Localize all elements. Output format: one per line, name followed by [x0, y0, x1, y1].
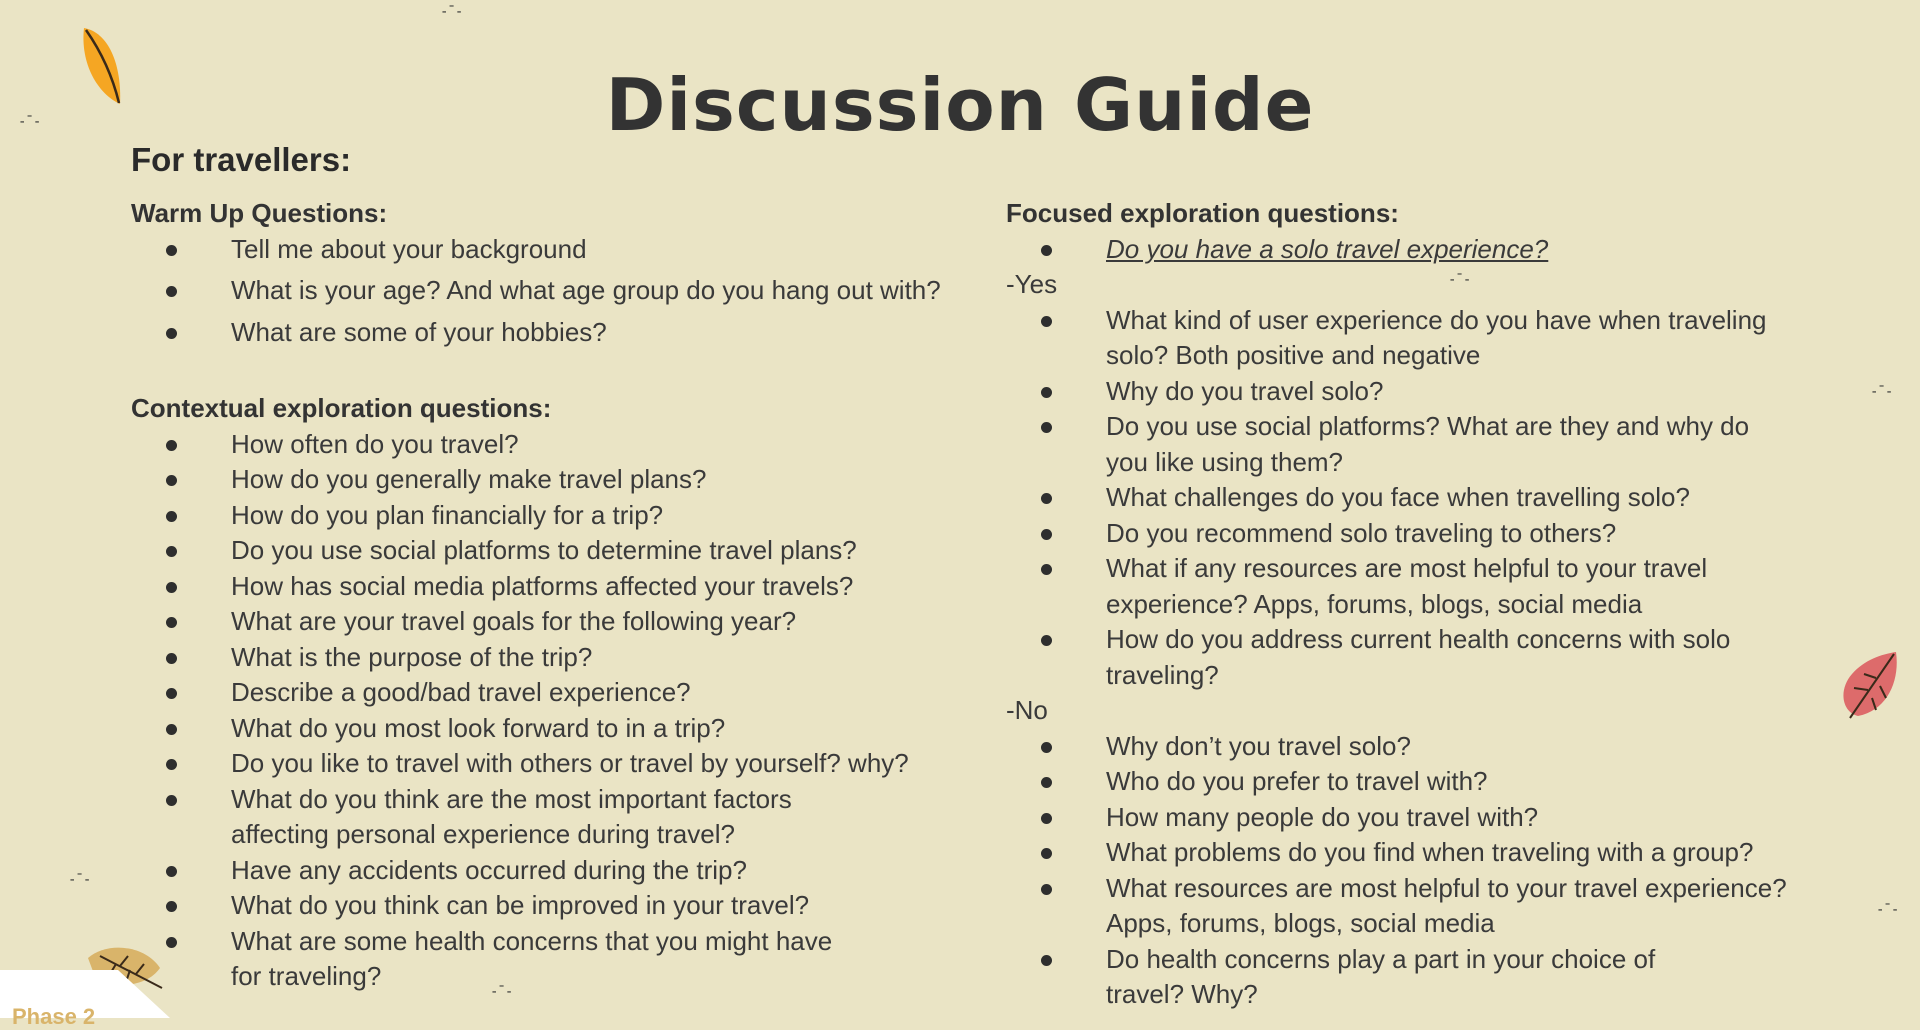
bullet-icon	[166, 582, 177, 593]
bullet-icon	[1041, 955, 1052, 966]
bullet-icon	[166, 901, 177, 912]
page-subtitle: For travellers:	[131, 141, 352, 178]
list-item: What is the purpose of the trip?	[131, 640, 951, 676]
bullet-icon	[166, 245, 177, 256]
decor-dash: -ˉ-	[1876, 902, 1899, 918]
bullet-icon	[1041, 493, 1052, 504]
decor-dash: -ˉ-	[1448, 272, 1471, 288]
bullet-icon	[166, 617, 177, 628]
bullet-icon	[1041, 422, 1052, 433]
bullet-icon	[1041, 742, 1052, 753]
decor-dash: -ˉ-	[18, 114, 41, 130]
list-item: What if any resources are most helpful to your travel experience? Apps, forums, blogs, social media	[1006, 551, 1796, 622]
bullet-icon	[166, 795, 177, 806]
list-item: Have any accidents occurred during the trip?	[131, 853, 951, 889]
list-item: How do you plan financially for a trip?	[131, 498, 951, 534]
decor-dash: -ˉ-	[68, 872, 91, 888]
list-item: How many people do you travel with?	[1006, 800, 1796, 836]
list-item	[1006, 232, 1826, 268]
corner-label: Phase 2	[12, 1004, 96, 1029]
focused-section-title: Focused exploration questions:	[1006, 198, 1399, 228]
contextual-section-title: Contextual exploration questions:	[131, 393, 552, 423]
list-item: Do health concerns play a part in your choice of travel? Why?	[1006, 942, 1796, 1013]
list-item: How has social media platforms affected your travels?	[131, 569, 951, 605]
bullet-icon	[1041, 387, 1052, 398]
list-item: What do you most look forward to in a trip?	[131, 711, 951, 747]
list-item: What are your travel goals for the following year?	[131, 604, 951, 640]
bullet-icon	[1041, 529, 1052, 540]
bullet-icon	[166, 475, 177, 486]
lead-question: Do you have a solo travel experience?	[1106, 233, 1549, 264]
bullet-icon	[166, 866, 177, 877]
bullet-icon	[166, 653, 177, 664]
list-item: Do you recommend solo traveling to others?	[1006, 516, 1796, 552]
bullet-icon	[1041, 316, 1052, 327]
bullet-icon	[1041, 564, 1052, 575]
list-item: What problems do you find when traveling with a group?	[1006, 835, 1796, 871]
list-item: What do you think are the most important factors affecting personal experience during travel?	[131, 782, 951, 853]
list-item: Do you use social platforms? What are they and why do you like using them?	[1006, 409, 1796, 480]
bullet-icon	[166, 759, 177, 770]
page-title: Discussion Guide	[605, 63, 1315, 147]
bullet-icon	[166, 511, 177, 522]
list-item: How do you address current health concerns with solo traveling?	[1006, 622, 1796, 693]
bullet-icon	[1041, 635, 1052, 646]
bullet-icon	[166, 937, 177, 948]
bullet-icon	[166, 440, 177, 451]
yes-branch-label: -Yes	[1006, 269, 1058, 299]
bullet-icon	[1041, 777, 1052, 788]
bullet-icon	[1041, 813, 1052, 824]
list-item: What are some of your hobbies?	[131, 315, 951, 351]
right-column	[1006, 196, 1826, 1013]
list-item: Who do you prefer to travel with?	[1006, 764, 1796, 800]
decor-dash: -ˉ-	[490, 984, 513, 1000]
list-item: What is your age? And what age group do you hang out with?	[131, 273, 951, 309]
list-item: Describe a good/bad travel experience?	[131, 675, 951, 711]
list-item: How often do you travel?	[131, 427, 951, 463]
lead-question-list	[1006, 232, 1826, 268]
orange-leaf-icon	[78, 24, 128, 108]
bullet-icon	[166, 328, 177, 339]
no-branch-label: -No	[1006, 695, 1048, 725]
list-item: What resources are most helpful to your travel experience? Apps, forums, blogs, social media	[1006, 871, 1796, 942]
list-item: Do you like to travel with others or travel by yourself? why?	[131, 746, 951, 782]
list-item: What do you think can be improved in your travel?	[131, 888, 951, 924]
list-item: What challenges do you face when travelling solo?	[1006, 480, 1796, 516]
red-leaf-icon	[1840, 650, 1900, 720]
contextual-list	[131, 427, 951, 995]
bullet-icon	[1041, 884, 1052, 895]
list-item: How do you generally make travel plans?	[131, 462, 951, 498]
bullet-icon	[1041, 245, 1052, 256]
list-item: Why do you travel solo?	[1006, 374, 1796, 410]
bullet-icon	[1041, 848, 1052, 859]
bullet-icon	[166, 286, 177, 297]
list-item: What kind of user experience do you have when traveling solo? Both positive and negative	[1006, 303, 1796, 374]
list-item: Tell me about your background	[131, 232, 951, 268]
list-item: What are some health concerns that you might have for traveling?	[131, 924, 951, 995]
list-item: Why don’t you travel solo?	[1006, 729, 1796, 765]
yes-list	[1006, 303, 1796, 694]
bullet-icon	[166, 724, 177, 735]
decor-dash: -ˉ-	[1870, 384, 1893, 400]
bullet-icon	[166, 688, 177, 699]
no-list	[1006, 729, 1796, 1013]
warmup-list	[131, 232, 951, 351]
decor-dash: -ˉ-	[440, 4, 463, 20]
list-item: Do you use social platforms to determine travel plans?	[131, 533, 951, 569]
left-column	[131, 196, 951, 995]
warmup-section-title: Warm Up Questions:	[131, 198, 388, 228]
bullet-icon	[166, 546, 177, 557]
